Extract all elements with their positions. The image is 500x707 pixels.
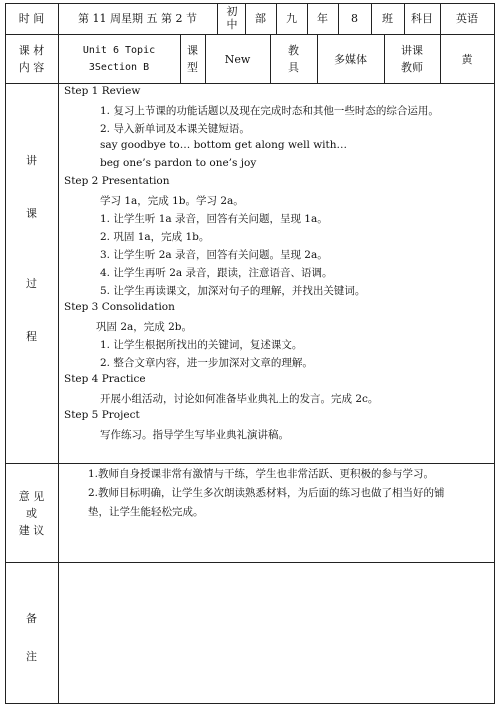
- material-label-2: 内 容: [18, 61, 45, 74]
- opinion-line-2: 2.教师目标明确，让学生多次朗读熟悉材料，为后面的练习也做了相当好的铺: [88, 487, 445, 499]
- step4-text: 开展小组活动，讨论如何准备毕业典礼上的发言。完成 2c。: [100, 393, 379, 405]
- opinion-line-1: 1.教师自身授课非常有激情与干练，学生也非常活跃、更积极的参与学习。: [88, 468, 435, 480]
- subject-label: 科目: [411, 12, 433, 25]
- step3-item2: 2. 整合文章内容，进一步加深对文章的理解。: [100, 357, 313, 369]
- row1-bottom: [5, 34, 495, 35]
- class-label: 班: [382, 12, 393, 25]
- tool-label-1: 教: [288, 44, 299, 57]
- type-value: New: [224, 53, 251, 66]
- step2-item2: 2. 巩固 1a，完成 1b。: [100, 231, 210, 243]
- grade-num: 九: [286, 12, 297, 25]
- r2-div5: [384, 34, 385, 84]
- step2-heading: Step 2 Presentation: [64, 175, 170, 187]
- step3-intro: 巩固 2a，完成 2b。: [96, 321, 193, 333]
- time-label: 时 间: [18, 12, 45, 25]
- border-top: [5, 3, 495, 4]
- border-right: [494, 3, 495, 704]
- step1-phrases-1: say goodbye to… bottom get along well with…: [100, 139, 348, 151]
- step3-item1: 1. 让学生根据所找出的关键词，复述课文。: [100, 339, 303, 351]
- dept-label: 部: [255, 12, 266, 25]
- r1-div1: [217, 3, 218, 35]
- step1-item1: 1. 复习上节课的功能话题以及现在完成时态和其他一些时态的综合运用。: [100, 105, 439, 117]
- process-label-guo: 过: [26, 277, 37, 290]
- step5-heading: Step 5 Project: [64, 409, 140, 421]
- year-label: 年: [317, 12, 328, 25]
- process-label-cheng: 程: [26, 330, 37, 343]
- unit-line-2: 3Section B: [88, 62, 150, 73]
- step2-item4: 4. 让学生再听 2a 录音，跟读，注意语音、语调。: [100, 267, 333, 279]
- r2-div3: [270, 34, 271, 84]
- process-label-ke: 课: [26, 207, 37, 220]
- teacher-label-1: 讲课: [401, 44, 423, 57]
- row2-bottom: [5, 83, 495, 84]
- unit-line-1: Unit 6 Topic: [82, 45, 156, 56]
- type-label-1: 课: [187, 44, 198, 57]
- opinion-label-1: 意 见: [18, 490, 45, 503]
- teacher-label-2: 教师: [401, 61, 423, 74]
- step1-heading: Step 1 Review: [64, 85, 141, 97]
- step2-item3: 3. 让学生听 2a 录音，回答有关问题。呈现 2a。: [100, 249, 328, 261]
- type-label-2: 型: [187, 61, 198, 74]
- opinion-label-3: 建 议: [18, 524, 45, 537]
- opinion-line-3: 垫，让学生能轻松完成。: [88, 506, 204, 518]
- subject-value: 英语: [456, 12, 478, 25]
- process-bottom: [5, 463, 495, 464]
- border-left: [5, 3, 6, 704]
- notes-label-1: 备: [26, 612, 37, 625]
- process-label-jiang: 讲: [26, 154, 37, 167]
- step1-item2: 2. 导入新单词及本课关键短语。: [100, 123, 250, 135]
- week-text: 第 11 周星期 五 第 2 节: [78, 12, 197, 25]
- tool-value: 多媒体: [334, 53, 367, 66]
- notes-content-area[interactable]: [59, 563, 494, 703]
- step3-heading: Step 3 Consolidation: [64, 301, 175, 313]
- step2-intro: 学习 1a，完成 1b。学习 2a。: [100, 195, 244, 207]
- r2-div1: [180, 34, 181, 84]
- step2-item1: 1. 让学生听 1a 录音，回答有关问题，呈现 1a。: [100, 213, 328, 225]
- teacher-value: 黄: [461, 53, 473, 66]
- step1-phrases-2: beg one’s pardon to one’s joy: [100, 157, 257, 169]
- opinion-label-2: 或: [26, 507, 37, 520]
- class-num: 8: [351, 12, 358, 25]
- grade-type: 初中: [226, 5, 238, 31]
- tool-label-2: 具: [288, 61, 299, 74]
- notes-label-2: 注: [26, 650, 37, 663]
- step4-heading: Step 4 Practice: [64, 373, 146, 385]
- step5-text: 写作练习。指导学生写毕业典礼演讲稿。: [100, 429, 289, 441]
- border-bottom: [5, 703, 495, 704]
- step2-item5: 5. 让学生再读课文，加深对句子的理解，并找出关键词。: [100, 285, 366, 297]
- material-label-1: 课 材: [18, 44, 45, 57]
